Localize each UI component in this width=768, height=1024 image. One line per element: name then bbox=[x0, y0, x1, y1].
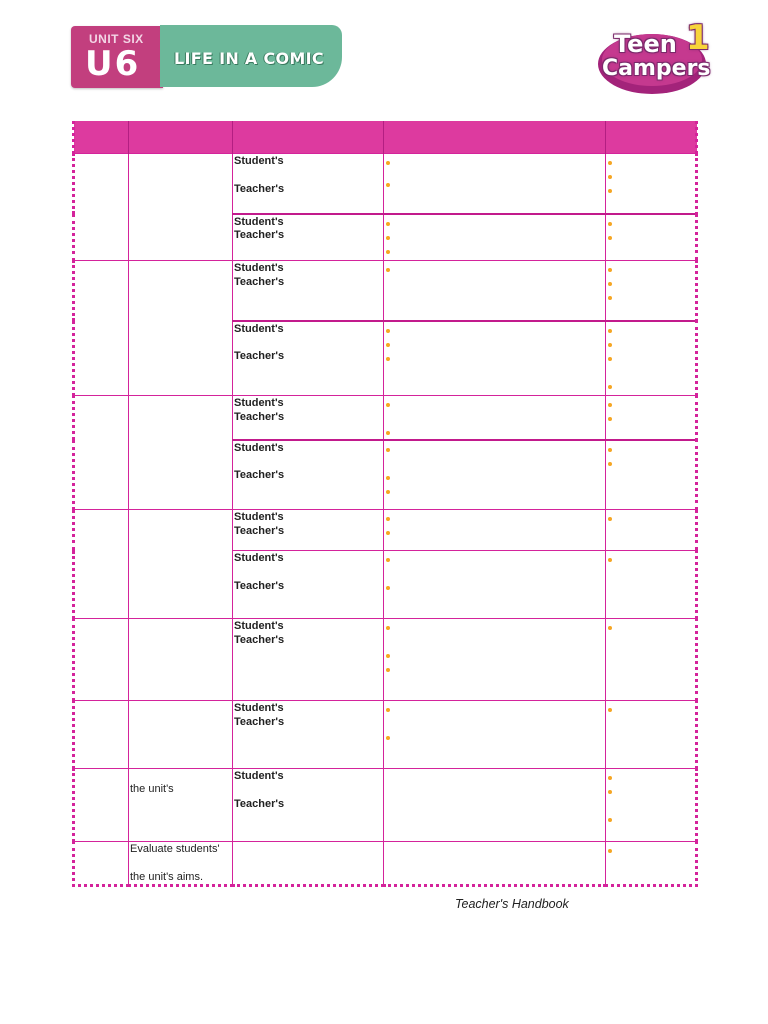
table-row bbox=[74, 842, 697, 886]
table-row bbox=[74, 396, 697, 440]
unit-title-banner bbox=[160, 25, 342, 87]
student-label: Student's bbox=[234, 155, 284, 167]
bullet-icon bbox=[606, 354, 695, 362]
bullet-icon bbox=[606, 414, 695, 422]
table-cell bbox=[606, 551, 697, 619]
bullet-icon bbox=[384, 514, 605, 522]
bullet-icon bbox=[384, 340, 605, 348]
bullet-icon bbox=[606, 219, 695, 227]
table-cell bbox=[606, 261, 697, 321]
bullet-icon bbox=[606, 459, 695, 467]
student-label: Student's bbox=[234, 215, 284, 228]
unit-badge bbox=[71, 26, 163, 88]
bullet-icon bbox=[606, 555, 695, 563]
table-cell bbox=[74, 619, 129, 701]
objective-text: Evaluate students' bbox=[130, 843, 220, 855]
student-label: Student's bbox=[234, 620, 284, 632]
bullet-icon bbox=[384, 733, 605, 741]
logo-word-campers: Campers bbox=[602, 56, 711, 81]
bullet-icon bbox=[606, 233, 695, 241]
table-row bbox=[74, 510, 697, 551]
table-cell bbox=[74, 396, 129, 510]
table-cell bbox=[129, 842, 233, 886]
table-row bbox=[74, 701, 697, 769]
table-cell bbox=[74, 154, 129, 261]
bullet-icon bbox=[384, 623, 605, 631]
table-cell bbox=[74, 769, 129, 842]
table-cell bbox=[129, 510, 233, 619]
table-cell bbox=[129, 261, 233, 396]
student-label: Student's bbox=[234, 770, 284, 782]
bullet-icon bbox=[384, 180, 605, 188]
unit-label: UNIT SIX bbox=[89, 32, 144, 46]
teacher-label: Teacher's bbox=[234, 715, 285, 728]
table-cell bbox=[606, 440, 697, 510]
table-row bbox=[74, 769, 697, 842]
bullet-icon bbox=[606, 773, 695, 781]
table-cell bbox=[74, 701, 129, 769]
table-cell bbox=[606, 769, 697, 842]
bullet-icon bbox=[384, 233, 605, 241]
bullet-icon bbox=[384, 400, 605, 408]
header-cell bbox=[74, 121, 129, 154]
table-row bbox=[74, 619, 697, 701]
footer-text: Teacher's Handbook bbox=[455, 897, 569, 911]
teacher-label: Teacher's bbox=[234, 633, 285, 646]
table-cell bbox=[233, 619, 384, 701]
teacher-label: Teacher's bbox=[234, 229, 285, 241]
bullet-icon bbox=[384, 247, 605, 255]
teacher-label: Teacher's bbox=[234, 275, 285, 288]
bullet-icon bbox=[606, 400, 695, 408]
table-cell bbox=[384, 842, 606, 886]
bullet-icon bbox=[606, 340, 695, 348]
table-cell bbox=[606, 214, 697, 261]
bullet-icon bbox=[384, 445, 605, 453]
bullet-icon bbox=[606, 279, 695, 287]
teacher-label: Teacher's bbox=[234, 350, 285, 362]
table-cell bbox=[74, 842, 129, 886]
bullet-icon bbox=[384, 651, 605, 659]
lesson-plan-table bbox=[72, 121, 698, 887]
header-cell bbox=[233, 121, 384, 154]
bullet-icon bbox=[606, 382, 695, 390]
bullet-icon bbox=[606, 445, 695, 453]
bullet-icon bbox=[606, 815, 695, 823]
table-cell bbox=[384, 701, 606, 769]
table-cell bbox=[129, 396, 233, 510]
table-cell bbox=[233, 321, 384, 396]
bullet-icon bbox=[606, 623, 695, 631]
table-cell bbox=[233, 396, 384, 440]
table-cell bbox=[606, 510, 697, 551]
table-cell bbox=[233, 769, 384, 842]
student-label: Student's bbox=[234, 702, 284, 714]
table-cell bbox=[233, 440, 384, 510]
table-cell bbox=[384, 551, 606, 619]
bullet-icon bbox=[606, 326, 695, 334]
bullet-icon bbox=[384, 326, 605, 334]
unit-number: U6 bbox=[85, 44, 141, 84]
table-cell bbox=[384, 321, 606, 396]
table-cell bbox=[606, 396, 697, 440]
bullet-icon bbox=[606, 705, 695, 713]
header-cell bbox=[606, 121, 697, 154]
bullet-icon bbox=[384, 473, 605, 481]
table-row bbox=[74, 261, 697, 321]
table-cell bbox=[74, 261, 129, 396]
table-cell bbox=[384, 261, 606, 321]
table-cell bbox=[384, 396, 606, 440]
table-cell bbox=[74, 510, 129, 619]
student-label: Student's bbox=[234, 441, 284, 454]
bullet-icon bbox=[606, 787, 695, 795]
table-cell bbox=[233, 154, 384, 214]
bullet-icon bbox=[384, 665, 605, 673]
bullet-icon bbox=[384, 158, 605, 166]
table-cell bbox=[384, 769, 606, 842]
teen-campers-logo bbox=[596, 20, 714, 98]
bullet-icon bbox=[606, 846, 695, 854]
table-cell bbox=[606, 842, 697, 886]
student-label: Student's bbox=[234, 322, 284, 335]
student-label: Student's bbox=[234, 511, 284, 523]
logo-number: 1 bbox=[686, 18, 710, 58]
bullet-icon bbox=[606, 293, 695, 301]
unit-title: LIFE IN A COMIC bbox=[174, 49, 324, 68]
bullet-icon bbox=[384, 555, 605, 563]
teacher-label: Teacher's bbox=[234, 579, 285, 592]
table-cell bbox=[129, 154, 233, 261]
bullet-icon bbox=[384, 354, 605, 362]
table-cell bbox=[606, 321, 697, 396]
bullet-icon bbox=[606, 186, 695, 194]
table-cell bbox=[606, 619, 697, 701]
student-label: Student's bbox=[234, 262, 284, 274]
objective-text: the unit's aims. bbox=[130, 870, 204, 883]
teacher-label: Teacher's bbox=[234, 410, 285, 423]
table-cell bbox=[233, 842, 384, 886]
table-cell bbox=[129, 769, 233, 842]
table-cell bbox=[233, 551, 384, 619]
teacher-label: Teacher's bbox=[234, 182, 285, 195]
table-cell bbox=[606, 154, 697, 214]
bullet-icon bbox=[384, 487, 605, 495]
table-row bbox=[74, 154, 697, 214]
teacher-label: Teacher's bbox=[234, 469, 285, 481]
bullet-icon bbox=[384, 428, 605, 436]
header-cell bbox=[129, 121, 233, 154]
table-cell bbox=[384, 214, 606, 261]
table-cell bbox=[384, 510, 606, 551]
table-cell bbox=[384, 440, 606, 510]
logo-word-teen: Teen bbox=[614, 30, 677, 58]
teacher-label: Teacher's bbox=[234, 797, 285, 810]
table-cell bbox=[233, 261, 384, 321]
objective-text: the unit's bbox=[130, 783, 174, 795]
bullet-icon bbox=[606, 158, 695, 166]
table-cell bbox=[233, 214, 384, 261]
student-label: Student's bbox=[234, 552, 284, 564]
table-cell bbox=[129, 619, 233, 701]
bullet-icon bbox=[384, 265, 605, 273]
bullet-icon bbox=[384, 705, 605, 713]
bullet-icon bbox=[606, 172, 695, 180]
bullet-icon bbox=[384, 583, 605, 591]
table-cell bbox=[233, 701, 384, 769]
teacher-label: Teacher's bbox=[234, 524, 285, 537]
table-header-row bbox=[74, 121, 697, 154]
student-label: Student's bbox=[234, 397, 284, 409]
header-cell bbox=[384, 121, 606, 154]
bullet-icon bbox=[606, 514, 695, 522]
bullet-icon bbox=[606, 265, 695, 273]
table-cell bbox=[233, 510, 384, 551]
bullet-icon bbox=[384, 219, 605, 227]
table-cell bbox=[384, 154, 606, 214]
table-cell bbox=[129, 701, 233, 769]
table-cell bbox=[384, 619, 606, 701]
table-cell bbox=[606, 701, 697, 769]
bullet-icon bbox=[384, 528, 605, 536]
